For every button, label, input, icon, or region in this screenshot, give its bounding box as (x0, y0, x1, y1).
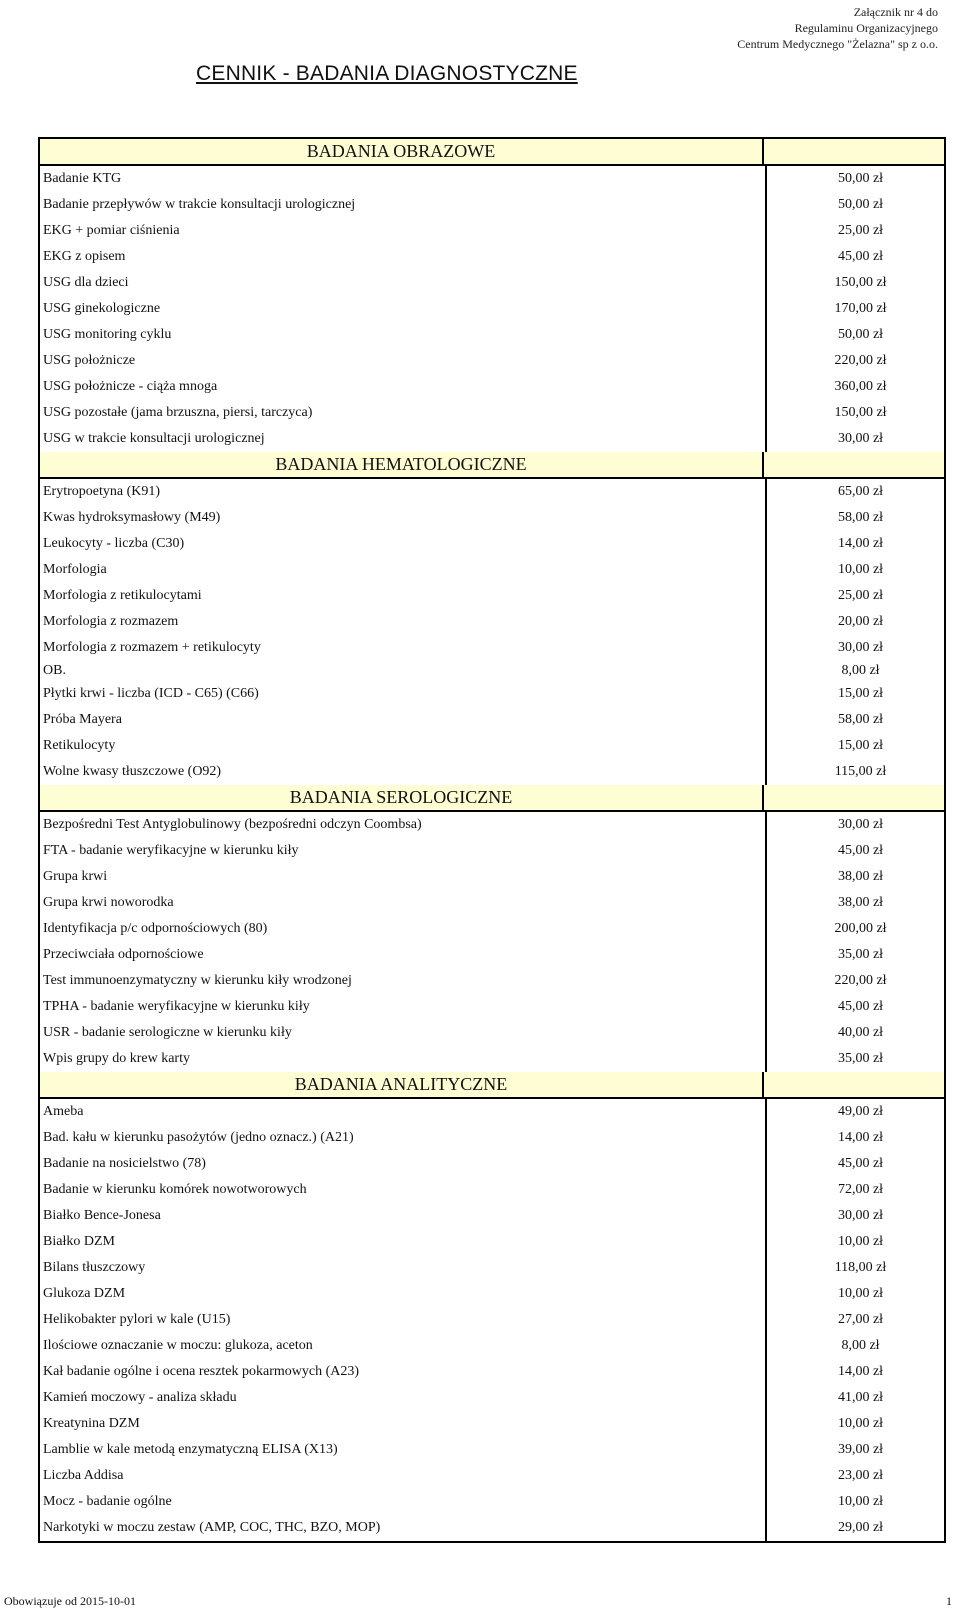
test-price: 10,00 zł (765, 1281, 944, 1307)
test-name: EKG + pomiar ciśnienia (43, 223, 180, 238)
test-name: USG ginekologiczne (43, 301, 161, 316)
attachment-note-line: Załącznik nr 4 do (853, 5, 938, 19)
table-row (40, 479, 944, 505)
section-price-cell (762, 1072, 944, 1097)
test-name: Kał badanie ogólne i ocena resztek pokarmowych (A23) (43, 1364, 360, 1379)
test-name: Próba Mayera (43, 712, 122, 727)
page-number: 1 (946, 1594, 952, 1608)
table-row (40, 166, 944, 192)
test-name: Morfologia z retikulocytami (43, 588, 202, 603)
page-title: CENNIK - BADANIA DIAGNOSTYCZNE (196, 62, 578, 85)
test-price: 115,00 zł (765, 759, 944, 785)
test-name: Ameba (43, 1104, 84, 1119)
table-row (40, 1359, 944, 1385)
test-price: 170,00 zł (765, 296, 944, 322)
test-name: Glukoza DZM (43, 1286, 126, 1301)
test-name: Kreatynina DZM (43, 1416, 140, 1431)
price-table (38, 137, 946, 1543)
test-name: Przeciwciała odpornościowe (43, 947, 204, 962)
test-name: Liczba Addisa (43, 1468, 124, 1483)
table-row (40, 322, 944, 348)
table-row (40, 1281, 944, 1307)
test-name: Morfologia (43, 562, 107, 577)
test-name: Lamblie w kale metodą enzymatyczną ELISA (X13) (43, 1442, 338, 1457)
test-name: Bad. kału w kierunku pasożytów (jedno oznacz.) (A21) (43, 1130, 354, 1145)
test-name: USR - badanie serologiczne w kierunku kiły (43, 1025, 292, 1040)
test-price: 45,00 zł (765, 994, 944, 1020)
test-price: 50,00 zł (765, 192, 944, 218)
test-name: Wolne kwasy tłuszczowe (O92) (43, 764, 222, 779)
table-row (40, 1515, 944, 1541)
test-price: 8,00 zł (765, 661, 944, 681)
attachment-note (737, 4, 938, 52)
section-title: BADANIA SEROLOGICZNE (289, 787, 513, 807)
section-title: BADANIA HEMATOLOGICZNE (275, 454, 527, 474)
table-row (40, 838, 944, 864)
table-row (40, 661, 944, 681)
test-price: 49,00 zł (765, 1099, 944, 1125)
test-name: Helikobakter pylori w kale (U15) (43, 1312, 231, 1327)
test-name: Narkotyki w moczu zestaw (AMP, COC, THC, BZO, MOP) (43, 1520, 381, 1535)
table-row (40, 1099, 944, 1125)
table-row (40, 1177, 944, 1203)
table-row (40, 1307, 944, 1333)
table-row (40, 1437, 944, 1463)
test-name: Białko DZM (43, 1234, 115, 1249)
test-name: EKG z opisem (43, 249, 126, 264)
test-price: 30,00 zł (765, 1203, 944, 1229)
table-row (40, 759, 944, 785)
table-row (40, 812, 944, 838)
test-price: 360,00 zł (765, 374, 944, 400)
table-row (40, 505, 944, 531)
test-name: USG dla dzieci (43, 275, 129, 290)
table-row (40, 707, 944, 733)
test-price: 14,00 zł (765, 1359, 944, 1385)
table-row (40, 557, 944, 583)
test-price: 25,00 zł (765, 218, 944, 244)
table-row (40, 218, 944, 244)
test-price: 30,00 zł (765, 635, 944, 661)
table-row (40, 1463, 944, 1489)
test-name: Grupa krwi noworodka (43, 895, 174, 910)
test-price: 10,00 zł (765, 1229, 944, 1255)
section-header (40, 139, 944, 166)
test-name: USG pozostałe (jama brzuszna, piersi, tarczyca) (43, 405, 313, 420)
table-row (40, 244, 944, 270)
test-price: 10,00 zł (765, 1411, 944, 1437)
effective-date: Obowiązuje od 2015-10-01 (4, 1594, 136, 1608)
test-name: Erytropoetyna (K91) (43, 484, 161, 499)
test-price: 58,00 zł (765, 505, 944, 531)
table-row (40, 400, 944, 426)
table-row (40, 583, 944, 609)
test-price: 10,00 zł (765, 557, 944, 583)
test-price: 150,00 zł (765, 270, 944, 296)
test-price: 14,00 zł (765, 1125, 944, 1151)
table-row (40, 635, 944, 661)
table-row (40, 1151, 944, 1177)
table-row (40, 1385, 944, 1411)
test-name: Badanie przepływów w trakcie konsultacji urologicznej (43, 197, 356, 212)
test-name: Morfologia z rozmazem + retikulocyty (43, 640, 261, 655)
test-name: TPHA - badanie weryfikacyjne w kierunku kiły (43, 999, 310, 1014)
test-name: OB. (43, 663, 66, 678)
test-price: 200,00 zł (765, 916, 944, 942)
table-row (40, 994, 944, 1020)
section-header (40, 785, 944, 812)
table-row (40, 864, 944, 890)
table-row (40, 1125, 944, 1151)
test-name: Test immunoenzymatyczny w kierunku kiły wrodzonej (43, 973, 352, 988)
section-header (40, 452, 944, 479)
table-row (40, 681, 944, 707)
table-row (40, 1203, 944, 1229)
test-name: Bilans tłuszczowy (43, 1260, 146, 1275)
test-price: 30,00 zł (765, 426, 944, 452)
test-price: 220,00 zł (765, 968, 944, 994)
table-row (40, 968, 944, 994)
table-row (40, 890, 944, 916)
test-price: 35,00 zł (765, 942, 944, 968)
table-row (40, 1229, 944, 1255)
test-price: 220,00 zł (765, 348, 944, 374)
test-price: 23,00 zł (765, 1463, 944, 1489)
test-price: 14,00 zł (765, 531, 944, 557)
test-price: 41,00 zł (765, 1385, 944, 1411)
test-price: 10,00 zł (765, 1489, 944, 1515)
section-title: BADANIA OBRAZOWE (306, 141, 496, 161)
test-price: 58,00 zł (765, 707, 944, 733)
attachment-note-line: Centrum Medycznego "Żelazna" sp z o.o. (737, 37, 938, 51)
test-price: 39,00 zł (765, 1437, 944, 1463)
test-name: Mocz - badanie ogólne (43, 1494, 172, 1509)
test-name: USG monitoring cyklu (43, 327, 172, 342)
table-row (40, 296, 944, 322)
test-price: 150,00 zł (765, 400, 944, 426)
test-name: Retikulocyty (43, 738, 116, 753)
test-name: Wpis grupy do krew karty (43, 1051, 190, 1066)
table-row (40, 916, 944, 942)
section-price-cell (762, 785, 944, 810)
table-row (40, 1411, 944, 1437)
section-price-cell (762, 452, 944, 477)
section-title: BADANIA ANALITYCZNE (294, 1074, 508, 1094)
table-row (40, 1255, 944, 1281)
table-row (40, 733, 944, 759)
table-row (40, 531, 944, 557)
test-price: 25,00 zł (765, 583, 944, 609)
table-row (40, 374, 944, 400)
test-name: Kwas hydroksymasłowy (M49) (43, 510, 221, 525)
table-row (40, 942, 944, 968)
table-row (40, 1020, 944, 1046)
test-price: 45,00 zł (765, 244, 944, 270)
test-name: FTA - badanie weryfikacyjne w kierunku kiły (43, 843, 299, 858)
test-price: 15,00 zł (765, 733, 944, 759)
table-row (40, 1333, 944, 1359)
table-row (40, 1046, 944, 1072)
test-price: 27,00 zł (765, 1307, 944, 1333)
table-row (40, 426, 944, 452)
test-price: 30,00 zł (765, 812, 944, 838)
test-name: Badanie KTG (43, 171, 122, 186)
test-name: Identyfikacja p/c odpornościowych (80) (43, 921, 268, 936)
section-price-cell (762, 139, 944, 164)
test-name: USG położnicze - ciąża mnoga (43, 379, 218, 394)
test-price: 8,00 zł (765, 1333, 944, 1359)
test-price: 20,00 zł (765, 609, 944, 635)
test-price: 65,00 zł (765, 479, 944, 505)
test-price: 118,00 zł (765, 1255, 944, 1281)
test-name: Leukocyty - liczba (C30) (43, 536, 185, 551)
table-row (40, 1489, 944, 1515)
test-price: 40,00 zł (765, 1020, 944, 1046)
attachment-note-line: Regulaminu Organizacyjnego (794, 21, 938, 35)
section-header (40, 1072, 944, 1099)
test-price: 29,00 zł (765, 1515, 944, 1541)
test-price: 15,00 zł (765, 681, 944, 707)
test-price: 50,00 zł (765, 166, 944, 192)
test-price: 45,00 zł (765, 838, 944, 864)
test-name: Kamień moczowy - analiza składu (43, 1390, 237, 1405)
test-name: Badanie w kierunku komórek nowotworowych (43, 1182, 307, 1197)
test-price: 50,00 zł (765, 322, 944, 348)
test-name: Badanie na nosicielstwo (78) (43, 1156, 206, 1171)
test-name: Białko Bence-Jonesa (43, 1208, 161, 1223)
test-price: 35,00 zł (765, 1046, 944, 1072)
test-name: Grupa krwi (43, 869, 108, 884)
test-price: 72,00 zł (765, 1177, 944, 1203)
test-name: Ilościowe oznaczanie w moczu: glukoza, aceton (43, 1338, 313, 1353)
test-name: Płytki krwi - liczba (ICD - C65) (C66) (43, 686, 259, 701)
test-name: Bezpośredni Test Antyglobulinowy (bezpośredni odczyn Coombsa) (43, 817, 422, 832)
table-row (40, 270, 944, 296)
table-row (40, 192, 944, 218)
test-name: USG położnicze (43, 353, 136, 368)
test-price: 45,00 zł (765, 1151, 944, 1177)
test-name: Morfologia z rozmazem (43, 614, 179, 629)
table-row (40, 609, 944, 635)
test-price: 38,00 zł (765, 890, 944, 916)
test-price: 38,00 zł (765, 864, 944, 890)
table-row (40, 348, 944, 374)
test-name: USG w trakcie konsultacji urologicznej (43, 431, 265, 446)
